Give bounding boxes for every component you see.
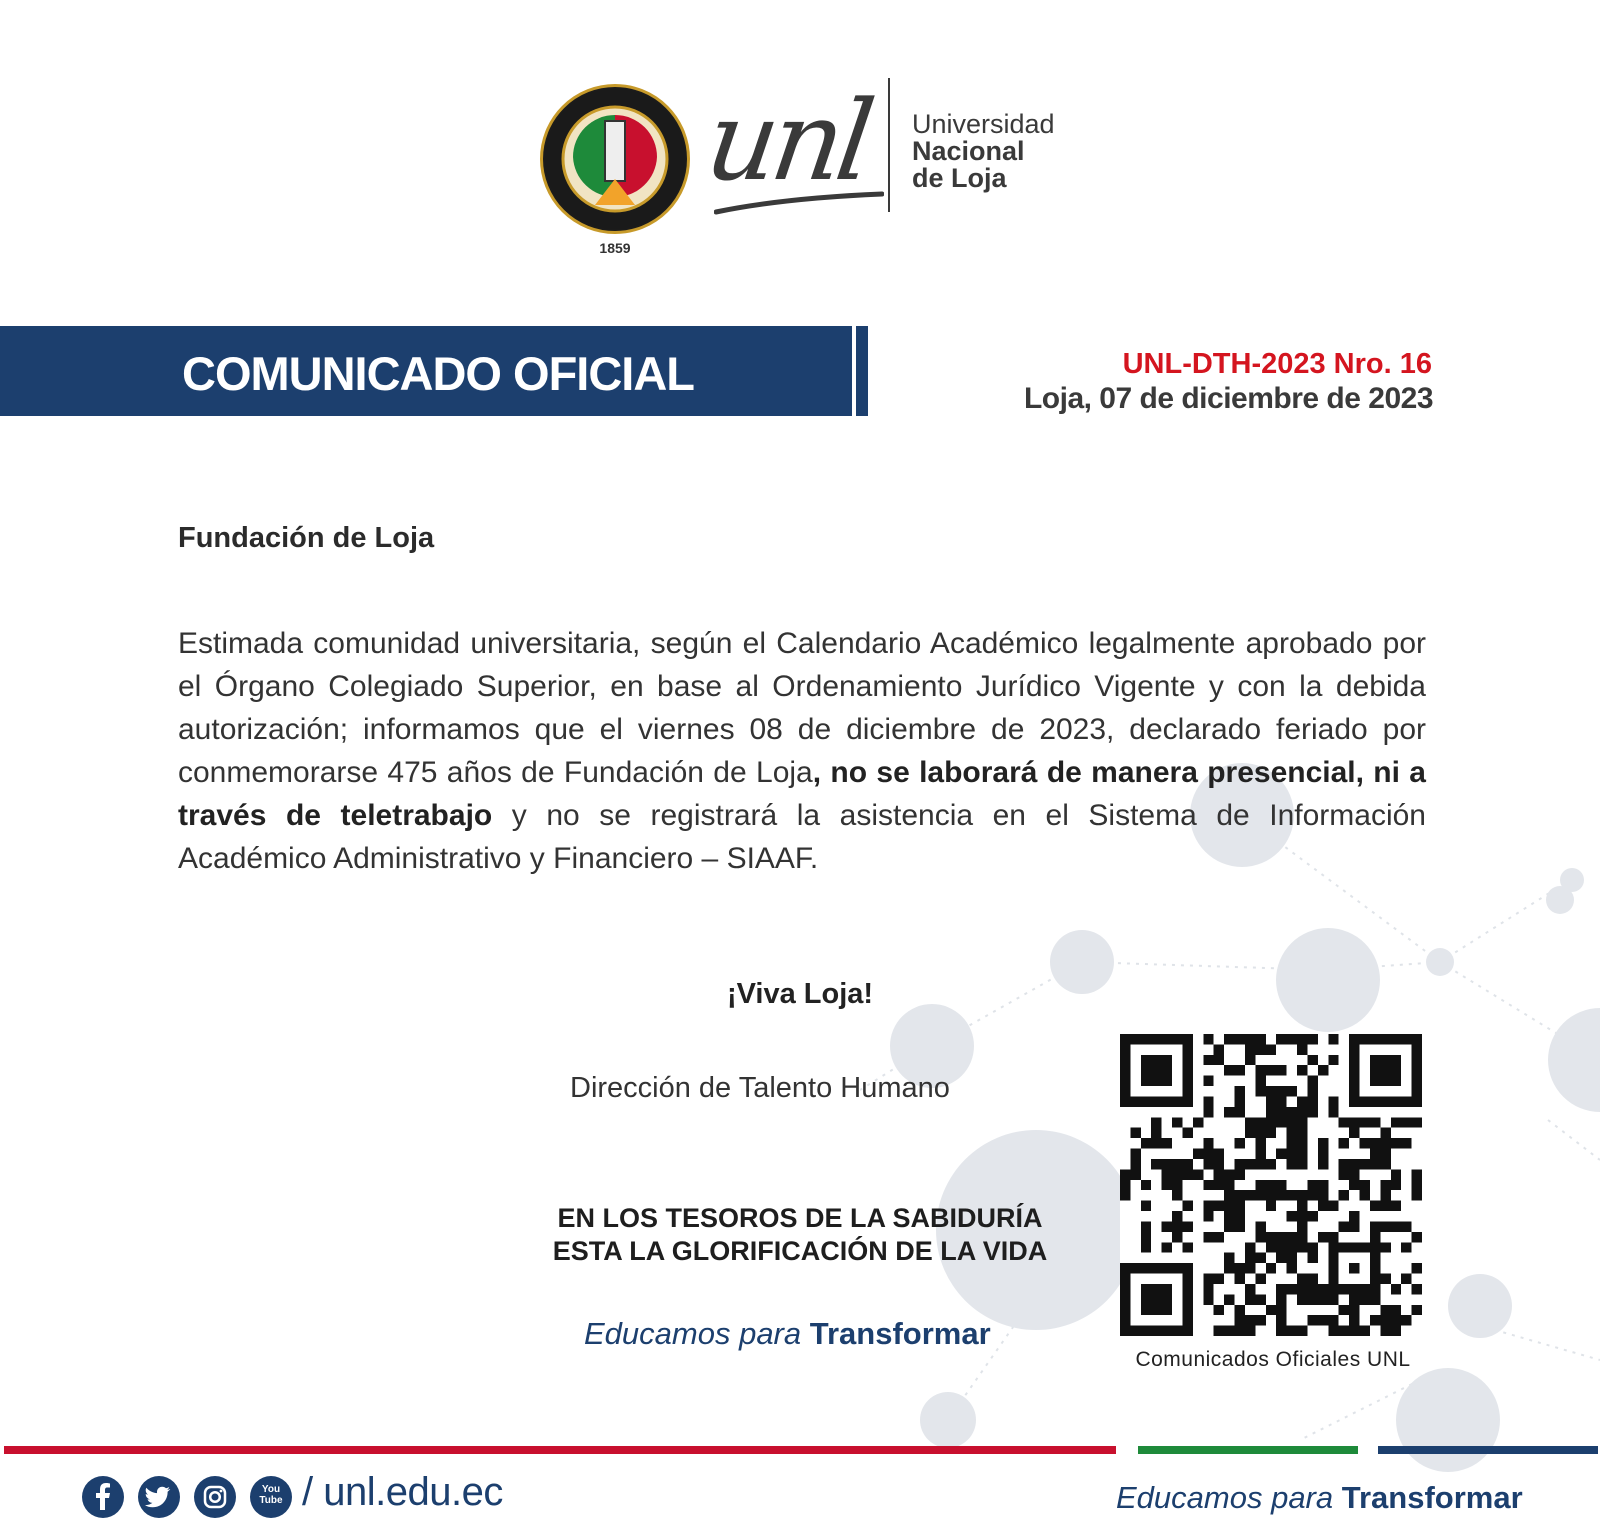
place-date: Loja, 07 de diciembre de 2023 bbox=[1023, 382, 1433, 415]
footer-tagline-bold: Transformar bbox=[1341, 1480, 1523, 1515]
instagram-icon[interactable] bbox=[194, 1476, 236, 1518]
qr-code-icon[interactable] bbox=[1120, 1034, 1422, 1336]
university-name-line-3: de Loja bbox=[912, 163, 1007, 193]
paragraph-text-1: Estimada comunidad universitaria, según el Calendario Académico legalmente aprobado por el Órgano Colegiado Superior, en base al Ordenamiento Jurídico Vigente y con la debida autorización; informamos que el viernes 08 de diciembre de 2023, declarado feriado por conmemorarse 475 años de Fundación de Loja bbox=[178, 627, 1426, 789]
facebook-icon[interactable] bbox=[82, 1476, 124, 1518]
university-name-line-1: Universidad bbox=[912, 109, 1055, 139]
announcement-paragraph bbox=[178, 622, 1426, 880]
seal-year: 1859 bbox=[599, 240, 631, 256]
motto-line-2: ESTA LA GLORIFICACIÓN DE LA VIDA bbox=[552, 1236, 1048, 1266]
paragraph-text-2: y no se registrará la asistencia en el Sistema de Información Académico Administrativo y Financiero – SIAAF. bbox=[178, 799, 1426, 875]
tagline-bold: Transformar bbox=[809, 1316, 991, 1351]
paragraph-bold-text: , no se laborará de manera presencial, ni a través de teletrabajo bbox=[178, 756, 1426, 832]
logo-divider bbox=[888, 78, 890, 212]
banner-title: COMUNICADO OFICIAL bbox=[182, 347, 695, 400]
banner-tail bbox=[856, 326, 868, 416]
signature-department: Dirección de Talento Humano bbox=[570, 1072, 950, 1104]
closing-text: ¡Viva Loja! bbox=[726, 978, 874, 1010]
university-name-line-2: Nacional bbox=[912, 136, 1025, 166]
twitter-icon[interactable] bbox=[138, 1476, 180, 1518]
tagline-footer bbox=[1116, 1480, 1523, 1516]
wordmark-swoosh-icon bbox=[714, 186, 884, 216]
youtube-icon[interactable]: You Tube bbox=[250, 1476, 292, 1518]
footer-bar-red bbox=[4, 1446, 1116, 1454]
closing-line bbox=[0, 978, 1600, 1011]
university-motto bbox=[520, 1202, 1080, 1268]
unl-wordmark: unl bbox=[699, 77, 876, 205]
website-link[interactable]: / unl.edu.ec bbox=[302, 1470, 503, 1514]
footer-tagline-italic: Educamos para bbox=[1116, 1480, 1334, 1515]
footer-bar-blue bbox=[1378, 1446, 1598, 1454]
subject-heading: Fundación de Loja bbox=[178, 522, 435, 554]
footer-bar-green bbox=[1138, 1446, 1358, 1454]
tagline-body bbox=[584, 1316, 991, 1352]
tagline-italic: Educamos para bbox=[584, 1316, 802, 1351]
motto-line-1: EN LOS TESOROS DE LA SABIDURÍA bbox=[557, 1203, 1043, 1233]
seal-emblem-icon bbox=[543, 87, 687, 231]
document-reference: UNL-DTH-2023 Nro. 16 bbox=[1122, 348, 1432, 380]
qr-caption: Comunicados Oficiales UNL bbox=[1135, 1348, 1411, 1371]
university-seal bbox=[540, 84, 690, 234]
